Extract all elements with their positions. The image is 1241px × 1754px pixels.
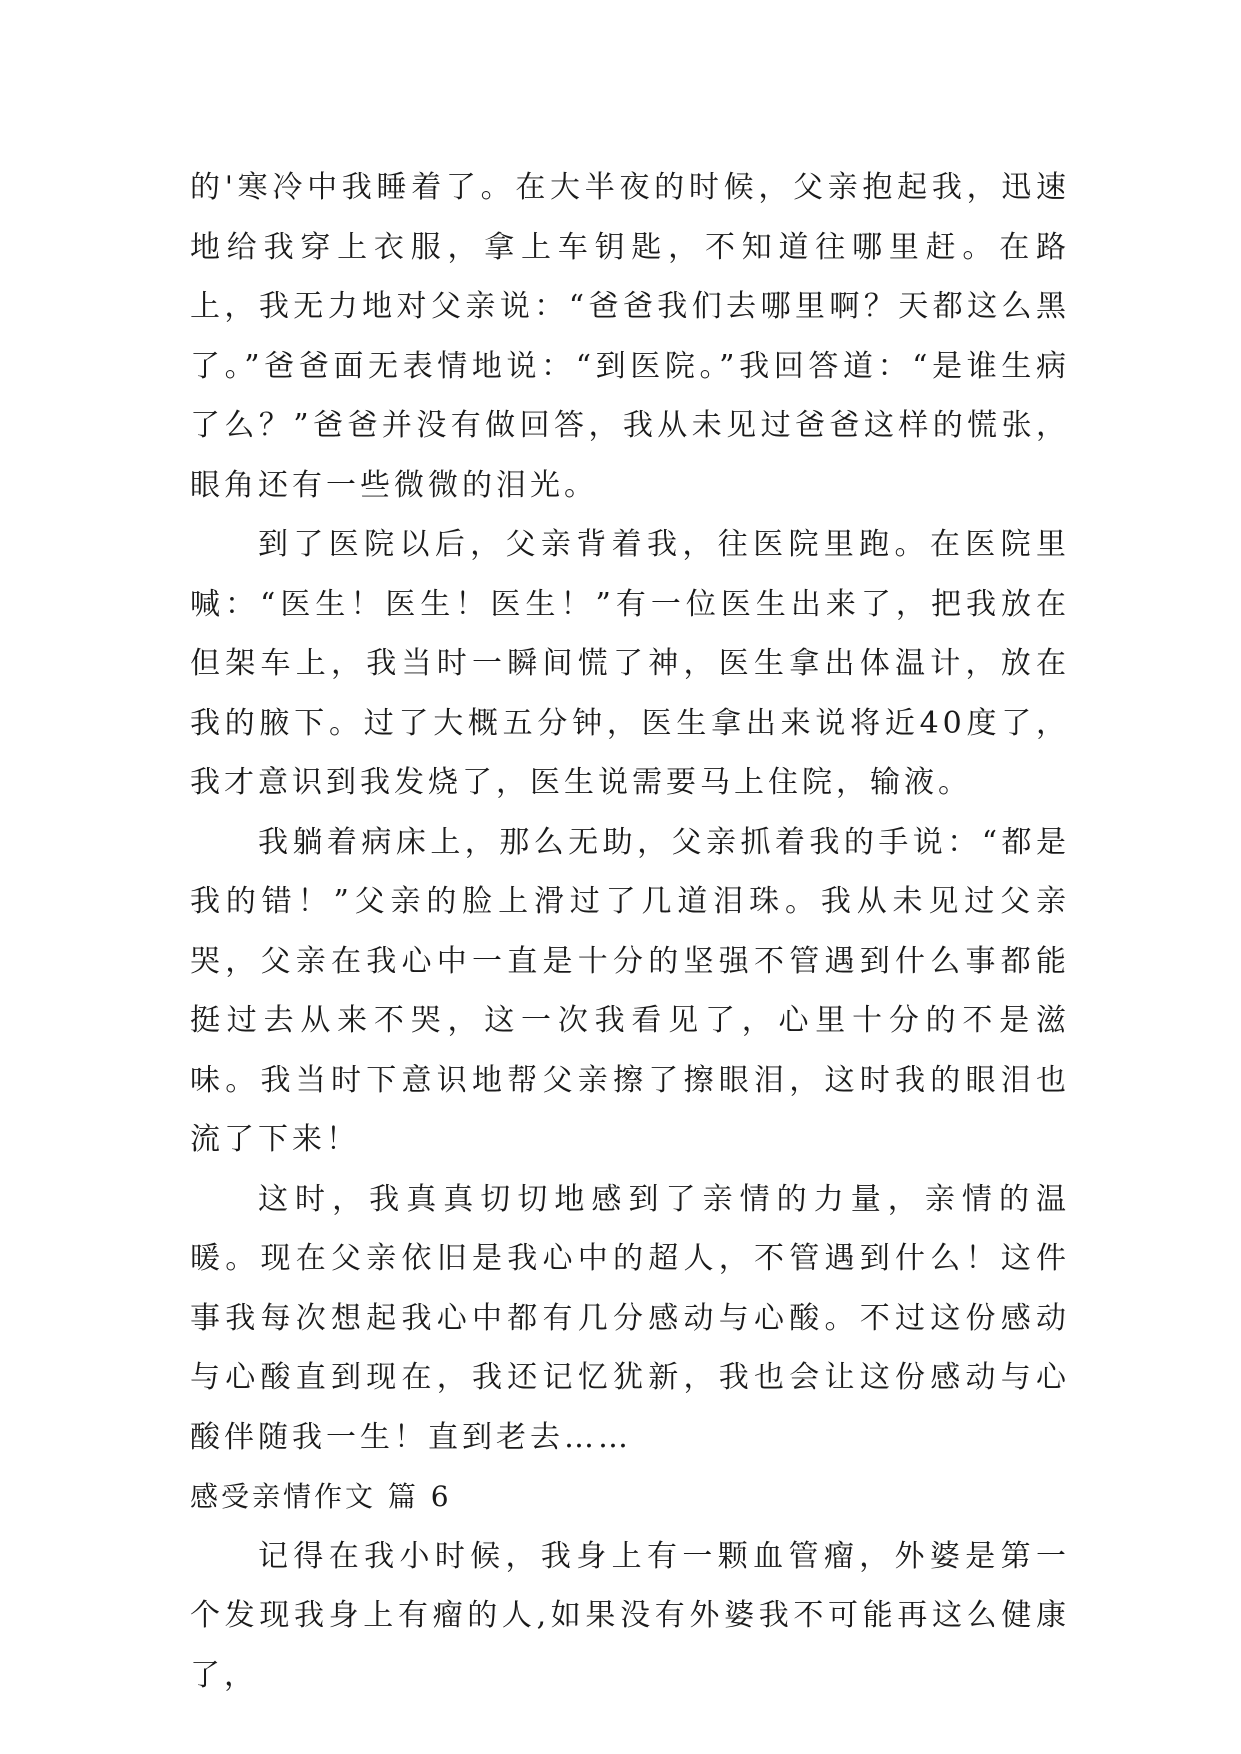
paragraph-2: 到了医院以后，父亲背着我，往医院里跑。在医院里喊：“医生！医生！医生！”有一位医生出来了，把我放在但架车上，我当时一瞬间慌了神，医生拿出体温计，放在我的腋下。过了大概五分钟，医生拿出来说将近40度了，我才意识到我发烧了，医生说需要马上住院，输液。 [190, 527, 1070, 800]
paragraph-4: 这时，我真真切切地感到了亲情的力量，亲情的温暖。现在父亲依旧是我心中的超人，不管遇到什么！这件事我每次想起我心中都有几分感动与心酸。不过这份感动与心酸直到现在，我还记忆犹新，我也会让这份感动与心酸伴随我一生！直到老去…… [190, 1181, 1070, 1455]
paragraph-5: 记得在我小时候，我身上有一颗血管瘤，外婆是第一个发现我身上有瘤的人,如果没有外婆我不可能再这么健康了， [190, 1538, 1070, 1693]
section-heading: 感受亲情作文 篇 6 [190, 1480, 452, 1513]
paragraph-3: 我躺着病床上，那么无助，父亲抓着我的手说：“都是我的错！”父亲的脸上滑过了几道泪珠。我从未见过父亲哭，父亲在我心中一直是十分的坚强不管遇到什么事都能挺过去从来不哭，这一次我看见了，心里十分的不是滋味。我当时下意识地帮父亲擦了擦眼泪，这时我的眼泪也流了下来！ [190, 824, 1070, 1157]
document-page [190, 158, 1070, 1705]
paragraph-1: 的'寒冷中我睡着了。在大半夜的时候，父亲抱起我，迅速地给我穿上衣服，拿上车钥匙，不知道往哪里赶。在路上，我无力地对父亲说：“爸爸我们去哪里啊？天都这么黑了。”爸爸面无表情地说：“到医院。”我回答道：“是谁生病了么？”爸爸并没有做回答，我从未见过爸爸这样的慌张，眼角还有一些微微的泪光。 [190, 170, 1070, 503]
